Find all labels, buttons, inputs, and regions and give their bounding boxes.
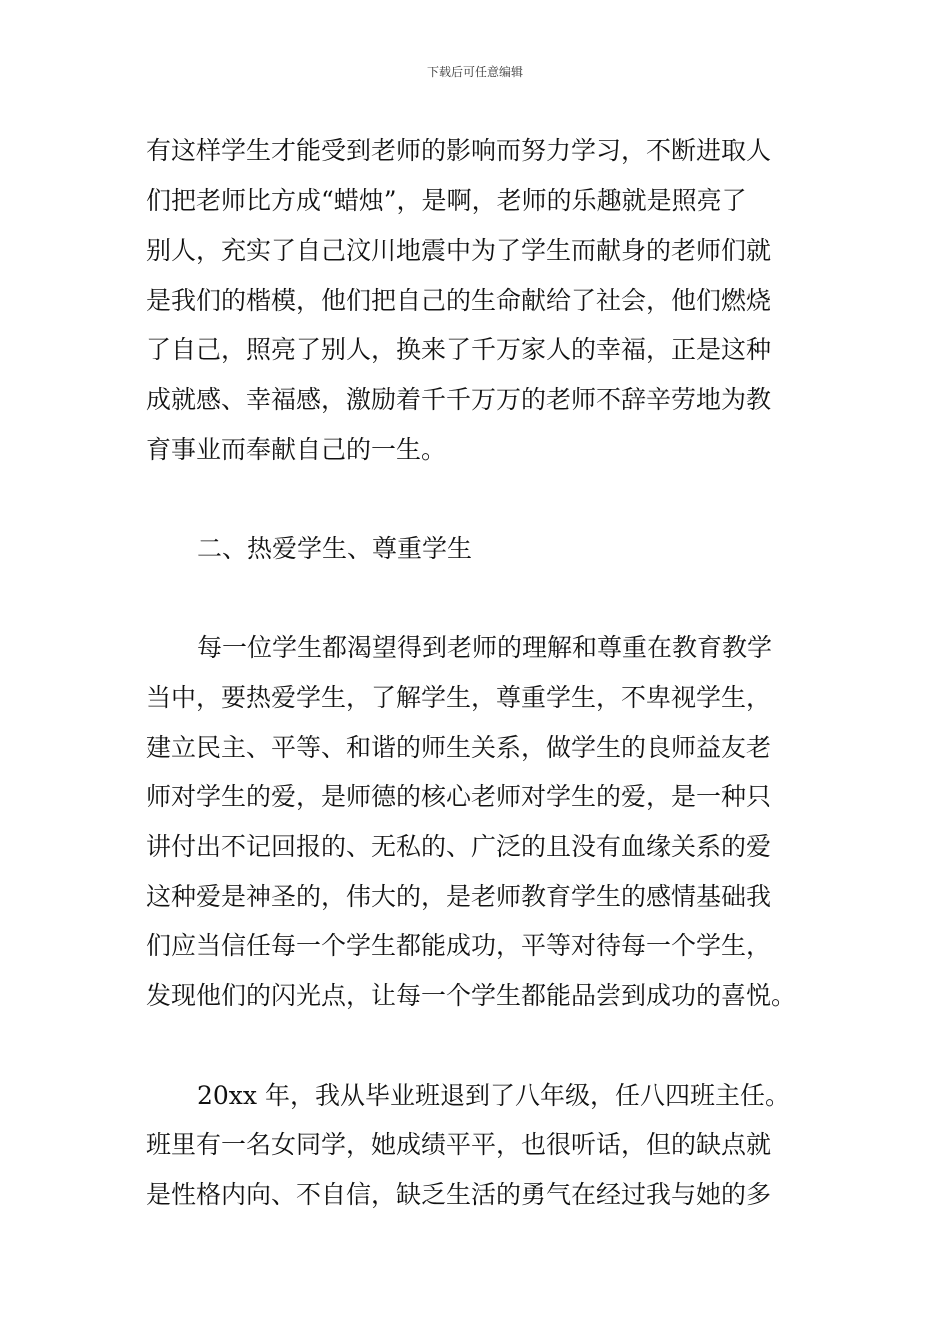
paragraph-1-line: 是我们的楷模，他们把自己的生命献给了社会，他们燃烧 xyxy=(146,286,772,315)
paragraph-2-line: 讲付出不记回报的、无私的、广泛的且没有血缘关系的爱 xyxy=(146,832,772,861)
paragraph-3-line: 是性格内向、不自信，缺乏生活的勇气在经过我与她的多 xyxy=(146,1180,772,1209)
paragraph-2-line: 发现他们的闪光点，让每一个学生都能品尝到成功的喜悦。 xyxy=(146,981,797,1010)
paragraph-1-line: 们把老师比方成“蜡烛”，是啊，老师的乐趣就是照亮了 xyxy=(146,186,747,215)
paragraph-1-line: 别人，充实了自己汶川地震中为了学生而献身的老师们就 xyxy=(146,236,772,265)
page-header: 下载后可任意编辑 xyxy=(426,65,523,79)
paragraph-2-line: 们应当信任每一个学生都能成功，平等对待每一个学生， xyxy=(146,931,772,960)
paragraph-2-line: 这种爱是神圣的，伟大的，是老师教育学生的感情基础我 xyxy=(146,882,772,911)
paragraph-1-line: 有这样学生才能受到老师的影响而努力学习，不断进取人 xyxy=(146,136,772,165)
paragraph-2-line: 每一位学生都渴望得到老师的理解和尊重在教育教学 xyxy=(197,633,773,662)
paragraph-2-line: 师对学生的爱，是师德的核心老师对学生的爱，是一种只 xyxy=(146,782,772,811)
paragraph-1-line: 育事业而奉献自己的一生。 xyxy=(146,435,447,464)
paragraph-3-line: 20xx 年，我从毕业班退到了八年级，任八四班主任。 xyxy=(197,1081,790,1110)
paragraph-2-line: 建立民主、平等、和谐的师生关系，做学生的良师益友老 xyxy=(146,733,772,762)
paragraph-2-line: 当中，要热爱学生，了解学生，尊重学生，不卑视学生， xyxy=(146,683,772,712)
section-heading: 二、热爱学生、尊重学生 xyxy=(197,534,473,563)
paragraph-3-line: 班里有一名女同学，她成绩平平，也很听话，但的缺点就 xyxy=(146,1130,772,1159)
paragraph-1-line: 成就感、幸福感，激励着千千万万的老师不辞辛劳地为教 xyxy=(146,385,772,414)
paragraph-1-line: 了自己，照亮了别人，换来了千万家人的幸福，正是这种 xyxy=(146,335,772,364)
